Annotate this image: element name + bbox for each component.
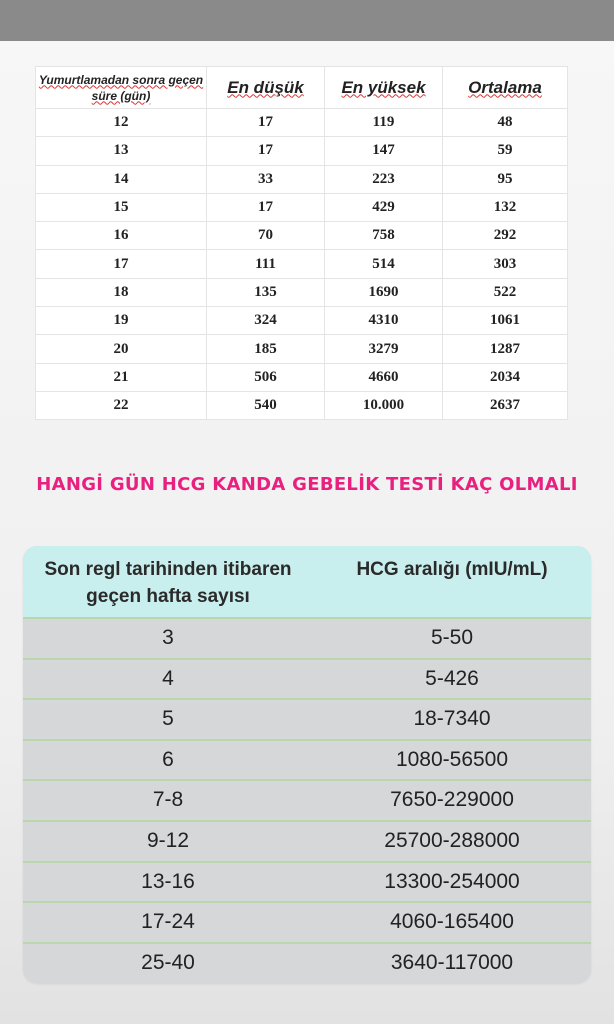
table-row bbox=[36, 250, 568, 278]
table-cell: 17 bbox=[207, 109, 325, 137]
table-cell: 95 bbox=[443, 165, 568, 193]
table-cell: 33 bbox=[207, 165, 325, 193]
table-header-row bbox=[36, 67, 568, 109]
table-row bbox=[36, 137, 568, 165]
table-cell: 1690 bbox=[325, 278, 443, 306]
table-row bbox=[36, 307, 568, 335]
table-cell: 21 bbox=[36, 363, 207, 391]
hcg-range-cell: 18-7340 bbox=[413, 707, 491, 731]
table-cell: 522 bbox=[443, 278, 568, 306]
week-range-cell: 3 bbox=[162, 626, 174, 649]
table-cell: 132 bbox=[443, 193, 568, 221]
headline: HANGİ GÜN HCG KANDA GEBELİK TESTİ KAÇ OLMALI bbox=[36, 474, 578, 495]
table-cell: 4310 bbox=[325, 307, 443, 335]
table-cell: 10.000 bbox=[325, 391, 443, 419]
hcg-weeks-table bbox=[23, 546, 591, 983]
week-range-cell: 9-12 bbox=[146, 829, 190, 852]
table-cell: 324 bbox=[207, 307, 325, 335]
column-header-hcg-range: HCG aralığı (mIU/mL) bbox=[356, 559, 548, 580]
week-range-cell: 13-16 bbox=[141, 869, 195, 893]
week-range-cell: 6 bbox=[162, 747, 174, 771]
table-row bbox=[23, 698, 591, 738]
week-range-cell: 25-40 bbox=[141, 950, 195, 974]
table-cell: 2034 bbox=[443, 363, 568, 391]
table-row bbox=[23, 779, 591, 819]
table-cell: 14 bbox=[36, 165, 207, 193]
hcg-range-cell: 5-50 bbox=[430, 626, 474, 649]
table-row bbox=[36, 391, 568, 419]
table-cell: 185 bbox=[207, 335, 325, 363]
week-range-cell: 7-8 bbox=[152, 788, 184, 812]
table-cell: 70 bbox=[207, 222, 325, 250]
column-header-days: Yumurtlamadan sonra geçen süre (gün) bbox=[36, 67, 207, 109]
table-cell: 119 bbox=[325, 109, 443, 137]
table-cell: 1287 bbox=[443, 335, 568, 363]
week-range-cell: 5 bbox=[162, 707, 174, 731]
table-cell: 16 bbox=[36, 222, 207, 250]
hcg-range-cell: 7650-229000 bbox=[390, 788, 514, 812]
table-header-row bbox=[23, 546, 591, 617]
hcg-days-table bbox=[35, 66, 568, 420]
column-header-weeks: Son regl tarihinden itibaren geçen hafta sayısı bbox=[44, 559, 292, 607]
table-cell: 506 bbox=[207, 363, 325, 391]
table-cell: 15 bbox=[36, 193, 207, 221]
hcg-range-cell: 1080-56500 bbox=[395, 747, 509, 771]
table-cell: 540 bbox=[207, 391, 325, 419]
column-header-max: En yüksek bbox=[325, 67, 443, 109]
table-cell: 429 bbox=[325, 193, 443, 221]
table-row bbox=[23, 820, 591, 860]
table-row bbox=[36, 222, 568, 250]
week-range-cell: 17-24 bbox=[141, 910, 195, 934]
table-cell: 3279 bbox=[325, 335, 443, 363]
table-cell: 20 bbox=[36, 335, 207, 363]
table-cell: 22 bbox=[36, 391, 207, 419]
top-bar bbox=[0, 0, 614, 41]
table-cell: 17 bbox=[207, 137, 325, 165]
table-cell: 758 bbox=[325, 222, 443, 250]
table-cell: 59 bbox=[443, 137, 568, 165]
table-row bbox=[23, 942, 591, 982]
table-cell: 4660 bbox=[325, 363, 443, 391]
table-row bbox=[23, 658, 591, 698]
table-row bbox=[23, 861, 591, 901]
column-header-min: En düşük bbox=[207, 67, 325, 109]
table-cell: 303 bbox=[443, 250, 568, 278]
column-header-average: Ortalama bbox=[443, 67, 568, 109]
table-row bbox=[23, 617, 591, 657]
table-row bbox=[36, 278, 568, 306]
table-cell: 111 bbox=[207, 250, 325, 278]
table-row bbox=[36, 109, 568, 137]
hcg-range-cell: 3640-117000 bbox=[390, 950, 514, 974]
table-row bbox=[36, 193, 568, 221]
table-cell: 514 bbox=[325, 250, 443, 278]
table-row bbox=[23, 739, 591, 779]
table-row bbox=[36, 165, 568, 193]
table-cell: 18 bbox=[36, 278, 207, 306]
table-cell: 292 bbox=[443, 222, 568, 250]
table-cell: 13 bbox=[36, 137, 207, 165]
table-row bbox=[36, 363, 568, 391]
table-cell: 17 bbox=[207, 193, 325, 221]
hcg-range-cell: 4060-165400 bbox=[390, 910, 514, 934]
table-row bbox=[23, 901, 591, 941]
week-range-cell: 4 bbox=[162, 666, 174, 690]
hcg-range-cell: 25700-288000 bbox=[384, 829, 520, 852]
table-cell: 135 bbox=[207, 278, 325, 306]
table-cell: 19 bbox=[36, 307, 207, 335]
table-row bbox=[36, 335, 568, 363]
table-cell: 2637 bbox=[443, 391, 568, 419]
hcg-range-cell: 5-426 bbox=[425, 666, 479, 690]
table-cell: 17 bbox=[36, 250, 207, 278]
table-cell: 12 bbox=[36, 109, 207, 137]
table-cell: 1061 bbox=[443, 307, 568, 335]
table-cell: 147 bbox=[325, 137, 443, 165]
table-cell: 223 bbox=[325, 165, 443, 193]
hcg-range-cell: 13300-254000 bbox=[384, 869, 520, 893]
table-cell: 48 bbox=[443, 109, 568, 137]
